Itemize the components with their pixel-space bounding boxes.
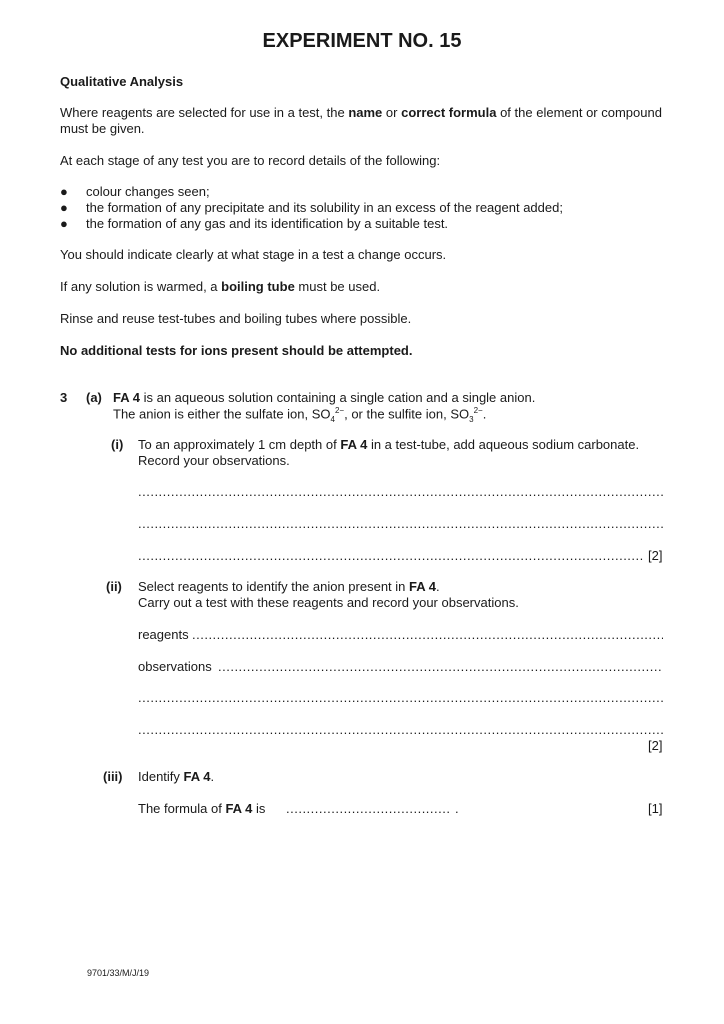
no-tests-warning: No additional tests for ions present should be attempted. — [60, 343, 413, 358]
question-number: 3 — [60, 390, 68, 405]
intro-line-2: must be given. — [60, 121, 145, 136]
paper-code: 9701/33/M/J/19 — [87, 968, 150, 978]
subpart-label-iii: (iii) — [103, 769, 123, 784]
marks-label: [2] — [648, 548, 663, 563]
bullet-icon: ● — [60, 216, 68, 231]
question-stem-1: FA 4 is an aqueous solution containing a single cation and a single anion. — [113, 390, 536, 405]
answer-line[interactable] — [138, 484, 663, 499]
formula-end: . — [455, 801, 459, 816]
bullet-item: colour changes seen; — [86, 184, 210, 199]
bullet-item: the formation of any gas and its identification by a suitable test. — [86, 216, 449, 231]
answer-line[interactable] — [138, 516, 663, 531]
formula-prompt: The formula of FA 4 is — [138, 801, 266, 816]
page-title: EXPERIMENT NO. 15 — [262, 30, 462, 52]
marks-label: [2] — [648, 738, 663, 753]
subpart-ii-text-2: Carry out a test with these reagents and record your observations. — [138, 595, 519, 610]
stage-instruction: You should indicate clearly at what stage in a test a change occurs. — [60, 247, 447, 262]
bullet-item: the formation of any precipitate and its solubility in an excess of the reagent added; — [86, 200, 563, 215]
section-heading: Qualitative Analysis — [60, 74, 184, 89]
rinse-instruction: Rinse and reuse test-tubes and boiling tubes where possible. — [60, 311, 412, 326]
answer-line[interactable] — [138, 690, 663, 705]
part-label: (a) — [86, 390, 102, 405]
bullet-icon: ● — [60, 200, 68, 215]
record-instruction: At each stage of any test you are to record details of the following: — [60, 153, 441, 168]
observations-answer-line[interactable] — [218, 659, 663, 674]
subpart-label-ii: (ii) — [106, 579, 122, 594]
answer-line[interactable] — [138, 548, 643, 563]
subpart-label-i: (i) — [111, 437, 124, 452]
answer-line[interactable] — [138, 722, 663, 737]
intro-line-1: Where reagents are selected for use in a test, the name or correct formula of the element or compound — [60, 105, 662, 120]
observations-label: observations — [138, 659, 212, 674]
warm-instruction: If any solution is warmed, a boiling tube must be used. — [60, 279, 381, 294]
subpart-iii-text: Identify FA 4. — [138, 769, 215, 784]
reagents-label: reagents — [138, 627, 189, 642]
subpart-ii-text: Select reagents to identify the anion present in FA 4. — [138, 579, 440, 594]
question-stem-2: The anion is either the sulfate ion, $SO_4^{2-}$, or the sulfite ion, $SO_3^{2-}$. — [113, 406, 487, 424]
formula-answer-line[interactable] — [286, 801, 450, 816]
subpart-i-text-2: Record your observations. — [138, 453, 290, 468]
subpart-i-text: To an approximately 1 cm depth of FA 4 in a test-tube, add aqueous sodium carbonate. — [138, 437, 640, 452]
bullet-icon: ● — [60, 184, 68, 199]
marks-label: [1] — [648, 801, 663, 816]
reagents-answer-line[interactable] — [192, 627, 663, 642]
